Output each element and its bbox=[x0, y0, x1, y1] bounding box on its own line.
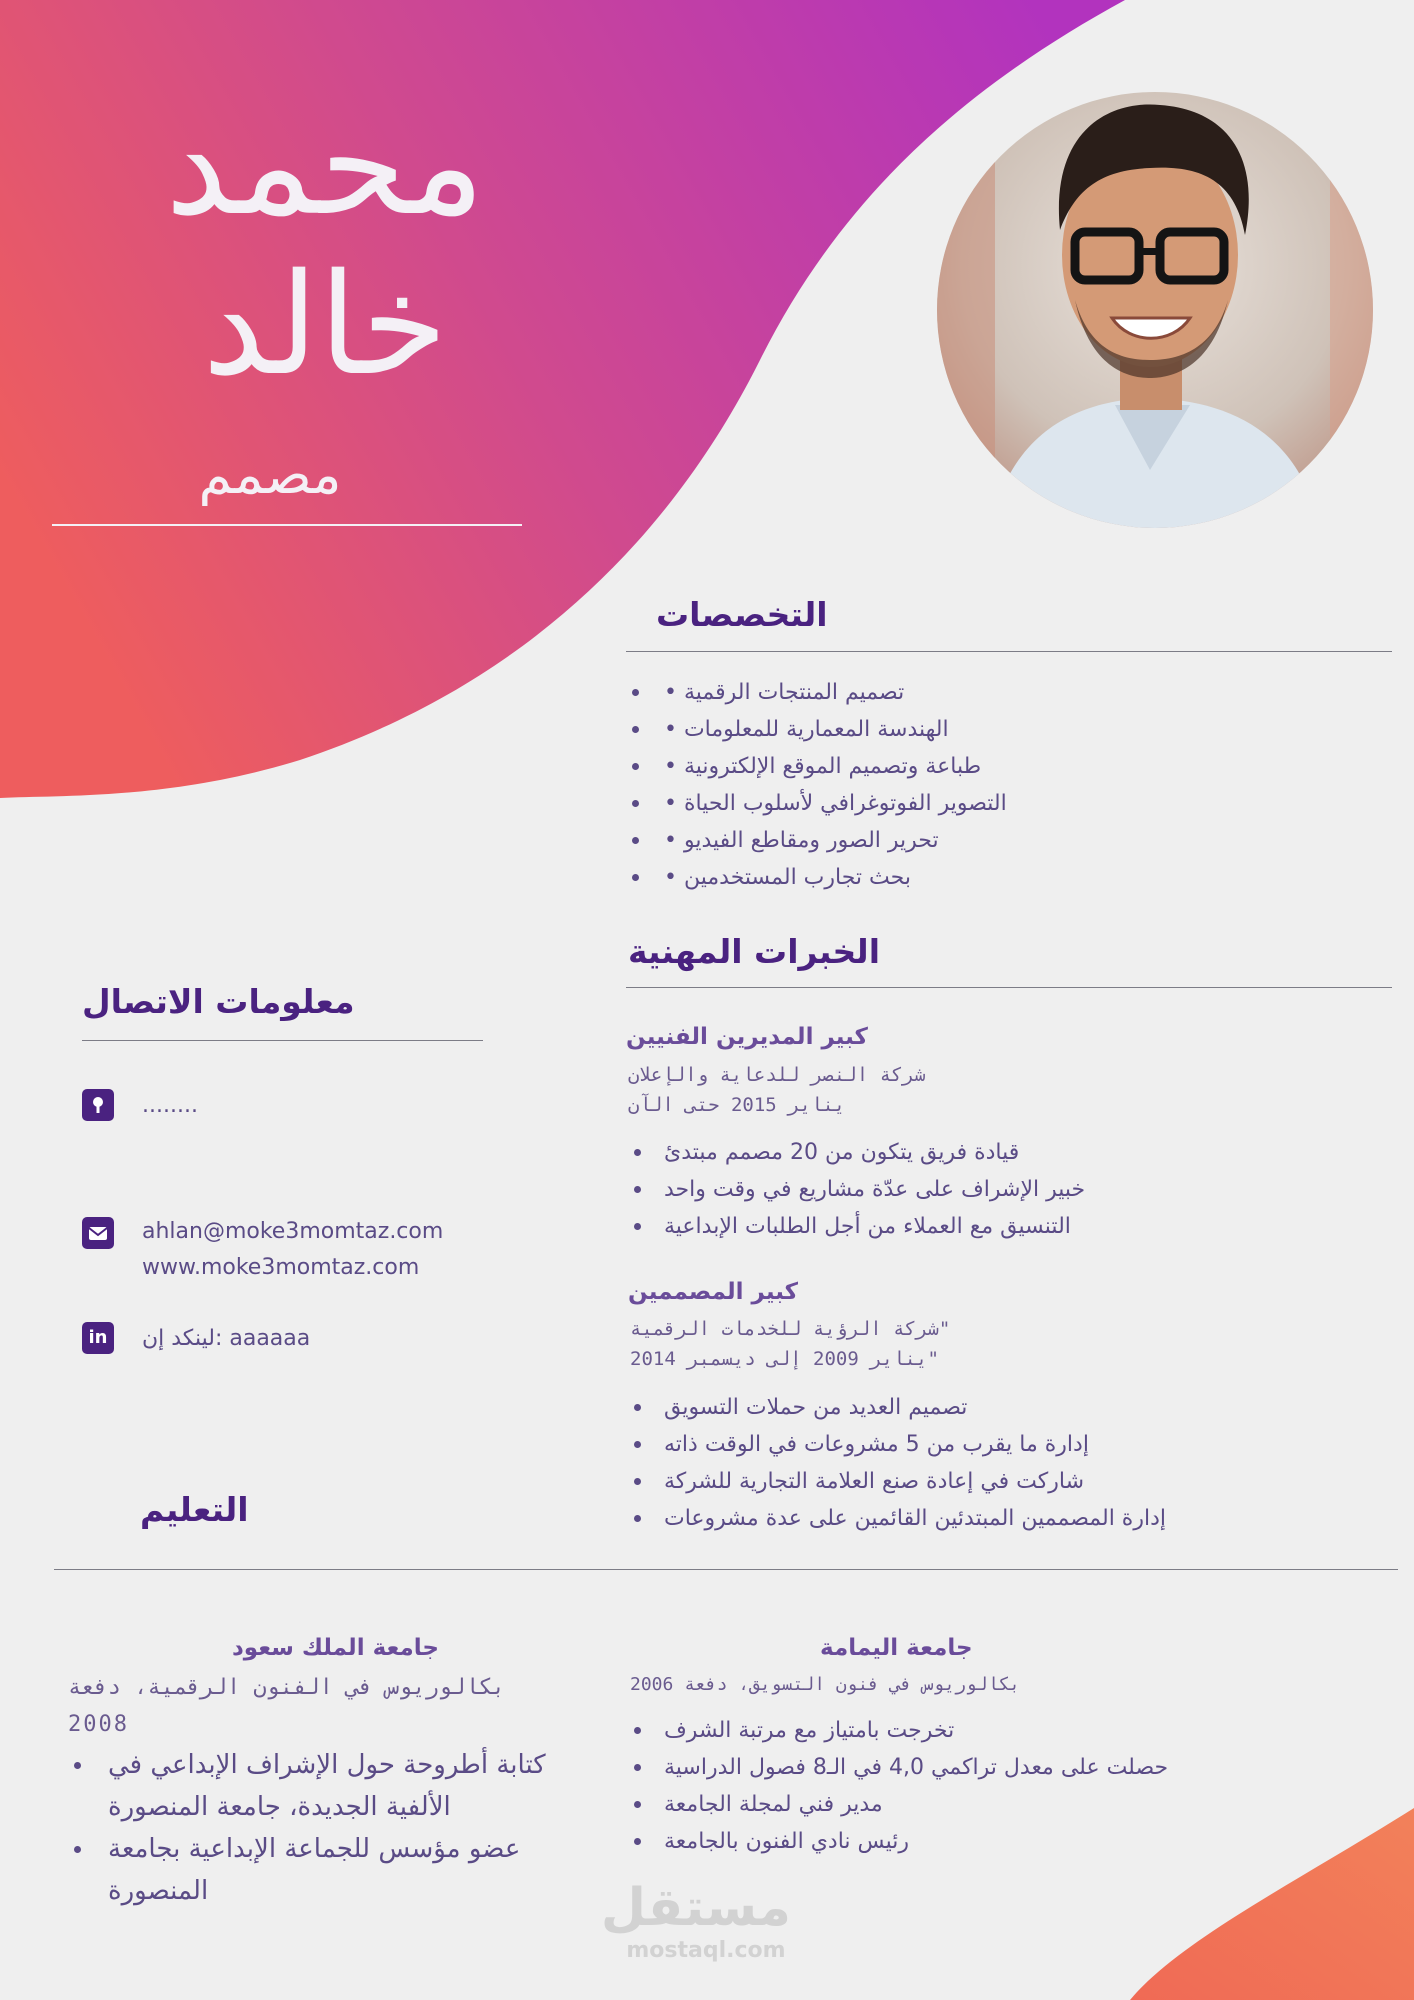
list-item: تصميم العديد من حملات التسويق bbox=[630, 1389, 1330, 1426]
degree-text: بكالوريوس في الفنون الرقمية، دفعة bbox=[68, 1675, 506, 1700]
list-item: تحرير الصور ومقاطع الفيديو • bbox=[632, 822, 1152, 859]
header-divider bbox=[52, 524, 522, 526]
job-title: كبير المديرين الفنيين bbox=[626, 1024, 868, 1050]
list-item: المنصورة bbox=[108, 1876, 209, 1906]
university-name: جامعة الملك سعود bbox=[232, 1635, 439, 1661]
job-period: يناير 2015 حتى الآن bbox=[628, 1094, 846, 1116]
job-duties-list bbox=[630, 1134, 1270, 1245]
education-divider bbox=[54, 1569, 1398, 1570]
list-item: خبير الإشراف على عدّة مشاريع في وقت واحد bbox=[630, 1171, 1270, 1208]
list-item: الهندسة المعمارية للمعلومات • bbox=[632, 711, 1152, 748]
job-company: شركة النصر للدعاية والإعلان bbox=[628, 1064, 926, 1086]
email-link[interactable]: ahlan@moke3momtaz.com bbox=[142, 1219, 444, 1244]
specialties-divider bbox=[626, 651, 1392, 652]
specialties-list bbox=[632, 674, 1152, 896]
watermark-logo bbox=[600, 1878, 791, 1963]
linkedin-icon: in bbox=[82, 1322, 114, 1354]
watermark-arabic: مستقل bbox=[600, 1878, 791, 1938]
job-role: مصمم bbox=[198, 443, 342, 506]
first-name: محمد bbox=[165, 84, 485, 247]
envelope-icon bbox=[82, 1217, 114, 1249]
job-company: "شركة الرؤية للخدمات الرقمية bbox=[630, 1318, 951, 1340]
list-item: رئيس نادي الفنون بالجامعة bbox=[630, 1823, 1330, 1860]
degree-year: 2008 bbox=[68, 1712, 129, 1737]
list-item: إدارة ما يقرب من 5 مشروعات في الوقت ذاته bbox=[630, 1426, 1330, 1463]
watermark-latin: mostaql.com bbox=[626, 1938, 786, 1963]
list-item: حصلت على معدل تراكمي 4,0 في الـ8 فصول الدراسية bbox=[630, 1749, 1330, 1786]
contact-title: معلومات الاتصال bbox=[82, 982, 355, 1021]
list-item: طباعة وتصميم الموقع الإلكترونية • bbox=[632, 748, 1152, 785]
job-title: كبير المصممين bbox=[628, 1279, 798, 1305]
location-pin-icon bbox=[82, 1089, 114, 1121]
experience-title: الخبرات المهنية bbox=[628, 932, 881, 971]
list-item: كتابة أطروحة حول الإشراف الإبداعي في bbox=[68, 1744, 608, 1786]
degree-text: بكالوريوس في فنون التسويق، دفعة 2006 bbox=[630, 1674, 1021, 1695]
list-item: قيادة فريق يتكون من 20 مصمم مبتدئ bbox=[630, 1134, 1270, 1171]
list-item: مدير فني لمجلة الجامعة bbox=[630, 1786, 1330, 1823]
list-item: التنسيق مع العملاء من أجل الطلبات الإبداعية bbox=[630, 1208, 1270, 1245]
website-link[interactable]: www.moke3momtaz.com bbox=[142, 1255, 420, 1280]
job-period: "يناير 2009 إلى ديسمبر 2014 bbox=[630, 1348, 939, 1370]
list-item: الألفية الجديدة، جامعة المنصورة bbox=[108, 1792, 451, 1822]
list-item: تخرجت بامتياز مع مرتبة الشرف bbox=[630, 1712, 1330, 1749]
contact-divider bbox=[82, 1040, 483, 1041]
linkedin-link[interactable]: لينكد إن: aaaaaa bbox=[142, 1326, 311, 1351]
list-item: عضو مؤسس للجماعة الإبداعية بجامعة bbox=[68, 1828, 608, 1870]
education-achievements-list bbox=[630, 1712, 1330, 1860]
list-item: تصميم المنتجات الرقمية • bbox=[632, 674, 1152, 711]
list-item: التصوير الفوتوغرافي لأسلوب الحياة • bbox=[632, 785, 1152, 822]
education-activities-list bbox=[68, 1744, 608, 1912]
list-item: شاركت في إعادة صنع العلامة التجارية للشركة bbox=[630, 1463, 1330, 1500]
education-title: التعليم bbox=[140, 1490, 249, 1529]
specialties-title: التخصصات bbox=[656, 595, 828, 634]
experience-divider bbox=[626, 987, 1392, 988]
list-item: بحث تجارب المستخدمين • bbox=[632, 859, 1152, 896]
last-name: خالد bbox=[202, 244, 448, 407]
address-text: ........ bbox=[142, 1093, 198, 1118]
job-duties-list bbox=[630, 1389, 1330, 1537]
university-name: جامعة اليمامة bbox=[820, 1635, 973, 1661]
list-item: إدارة المصممين المبتدئين القائمين على عدة مشروعات bbox=[630, 1500, 1330, 1537]
